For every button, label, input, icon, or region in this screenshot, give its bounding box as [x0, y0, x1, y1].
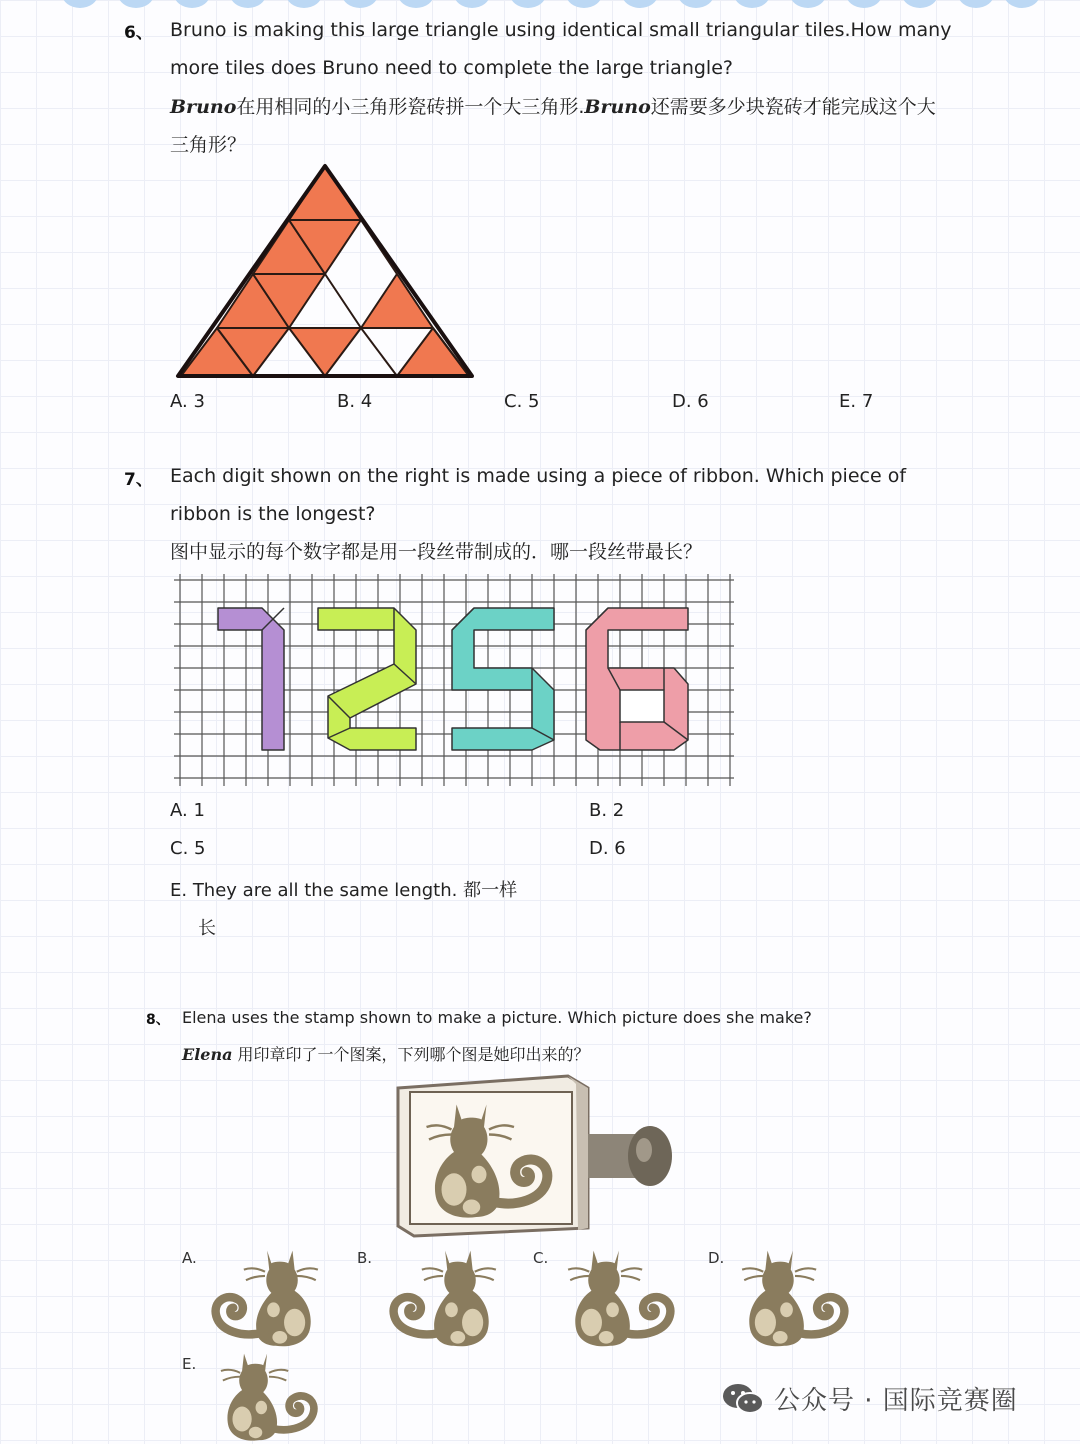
- top-scallop-border: [60, 0, 1040, 10]
- triangle-tiles-figure: [170, 158, 480, 383]
- q6-name-bruno-2: Bruno: [584, 96, 651, 118]
- q8-choice-d-label[interactable]: D.: [708, 1249, 725, 1267]
- q8-cn-text: 用印章印了一个图案，下列哪个图是她印出来的？: [237, 1045, 590, 1064]
- digit-ribbon-grid: [174, 574, 734, 786]
- question-7-number: 7、: [124, 470, 153, 490]
- q7-option-e[interactable]: E. They are all the same length. 都一样: [170, 880, 518, 901]
- digit-1-ribbon: [218, 608, 284, 750]
- q8-name-elena: Elena: [182, 1045, 233, 1064]
- q6-option-c[interactable]: C. 5: [504, 391, 540, 412]
- tile: [397, 328, 469, 376]
- q8-choice-d-cat[interactable]: [730, 1240, 860, 1350]
- question-6-text-line2: more tiles does Bruno need to complete the large triangle?: [170, 57, 733, 79]
- digit-5-ribbon: [452, 608, 554, 750]
- q8-choice-a-cat[interactable]: [200, 1240, 330, 1350]
- question-7-text-line1: Each digit shown on the right is made using a piece of ribbon. Which piece of: [170, 465, 907, 487]
- digit-6-hole: [620, 690, 664, 722]
- q6-option-b[interactable]: B. 4: [337, 391, 373, 412]
- q7-option-d[interactable]: D. 6: [589, 838, 626, 859]
- q8-choice-e-label[interactable]: E.: [182, 1355, 197, 1373]
- q6-name-bruno-1: Bruno: [170, 96, 237, 118]
- question-7-text-line2: ribbon is the longest?: [170, 503, 376, 525]
- q8-choice-c-label[interactable]: C.: [533, 1249, 549, 1267]
- q6-cn-part1: 在用相同的小三角形瓷砖拼一个大三角形.: [236, 96, 585, 118]
- q7-option-a[interactable]: A. 1: [170, 800, 205, 821]
- question-8-text: Elena uses the stamp shown to make a picture. Which picture does she make?: [182, 1008, 812, 1027]
- question-6-chinese-line2: 三角形？: [170, 134, 247, 156]
- q7-option-b[interactable]: B. 2: [589, 800, 625, 821]
- q8-choice-b-label[interactable]: B.: [357, 1249, 373, 1267]
- question-6-chinese-line1: [170, 88, 936, 126]
- q6-option-a[interactable]: A. 3: [170, 391, 205, 412]
- q6-cn-part2: 还需要多少块瓷砖才能完成这个大: [650, 96, 936, 118]
- question-6-text-line1: Bruno is making this large triangle using identical small triangular tiles.How many: [170, 19, 952, 41]
- q7-option-e-line2: 长: [198, 918, 216, 939]
- q8-choice-a-label[interactable]: A.: [182, 1249, 197, 1267]
- tile: [289, 166, 361, 220]
- q7-option-c[interactable]: C. 5: [170, 838, 206, 859]
- q8-choice-e-cat[interactable]: [204, 1344, 334, 1444]
- question-6-number: 6、: [124, 23, 153, 43]
- q8-choice-c-cat[interactable]: [556, 1240, 686, 1350]
- q8-choice-b-cat[interactable]: [378, 1240, 508, 1350]
- digit-2-ribbon: [318, 608, 416, 750]
- tile: [361, 274, 433, 328]
- wechat-icon: [722, 1381, 764, 1417]
- wechat-watermark: [722, 1380, 1018, 1417]
- watermark-text: 公众号 · 国际竞赛圈: [774, 1386, 1018, 1416]
- q6-option-d[interactable]: D. 6: [672, 391, 709, 412]
- tile: [289, 328, 361, 376]
- question-8-chinese: [182, 1042, 590, 1065]
- q6-option-e[interactable]: E. 7: [839, 391, 874, 412]
- question-7-chinese: 图中显示的每个数字都是用一段丝带制成的．哪一段丝带最长？: [170, 541, 703, 563]
- stamp-illustration: [388, 1070, 688, 1240]
- question-8-number: 8、: [146, 1012, 170, 1028]
